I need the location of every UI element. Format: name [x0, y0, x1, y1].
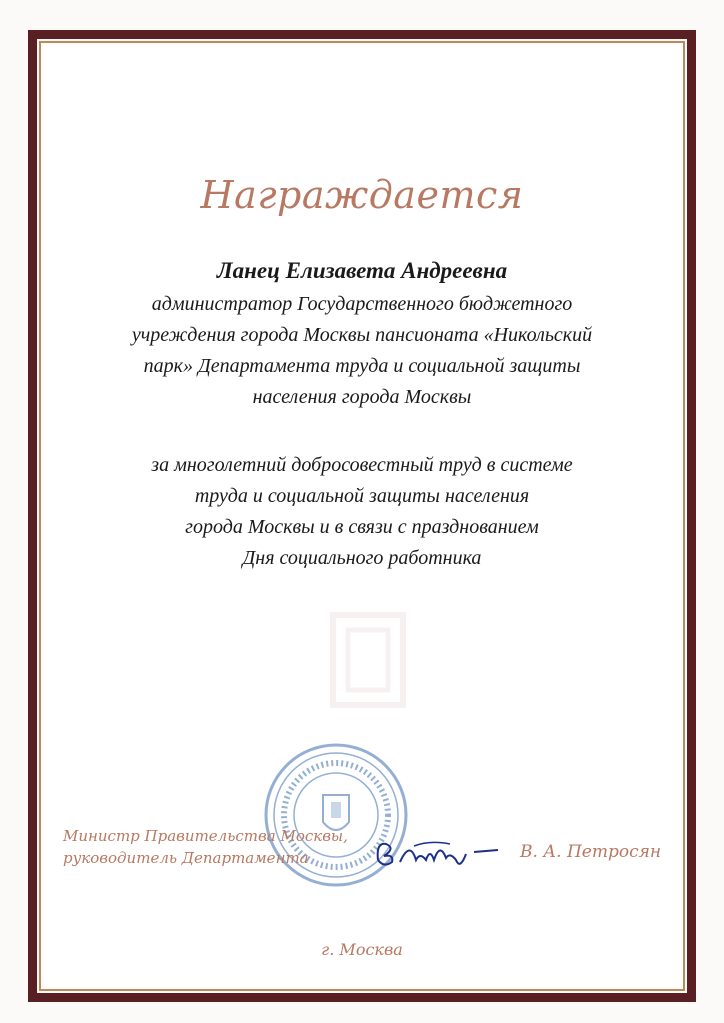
awardee-name: Ланец Елизавета Андреевна — [216, 258, 508, 283]
position-line: учреждения города Москвы пансионата «Никольский — [131, 324, 593, 346]
reason-line: за многолетний добросовестный труд в системе — [151, 454, 573, 476]
reason-line: Дня социального работника — [242, 547, 482, 569]
faint-emblem-watermark — [313, 610, 423, 710]
city-label: г. Москва — [321, 940, 403, 959]
certificate-heading: Награждается — [200, 173, 524, 217]
awardee-position — [103, 289, 621, 413]
signer-title-line: Министр Правительства Москвы, — [63, 827, 348, 845]
signer-title-line: руководитель Департамента — [63, 849, 309, 867]
position-line: администратор Государственного бюджетного — [151, 293, 573, 315]
signer-title — [63, 825, 348, 869]
position-line: населения города Москвы — [252, 386, 472, 408]
signer-name: В. А. Петросян — [520, 842, 662, 862]
award-reason — [103, 450, 621, 574]
certificate-sheet — [43, 45, 681, 987]
position-line: парк» Департамента труда и социальной защиты — [143, 355, 581, 377]
handwritten-signature — [370, 830, 510, 875]
reason-line: города Москвы и в связи с празднованием — [185, 516, 539, 538]
reason-line: труда и социальной защиты населения — [194, 485, 530, 507]
